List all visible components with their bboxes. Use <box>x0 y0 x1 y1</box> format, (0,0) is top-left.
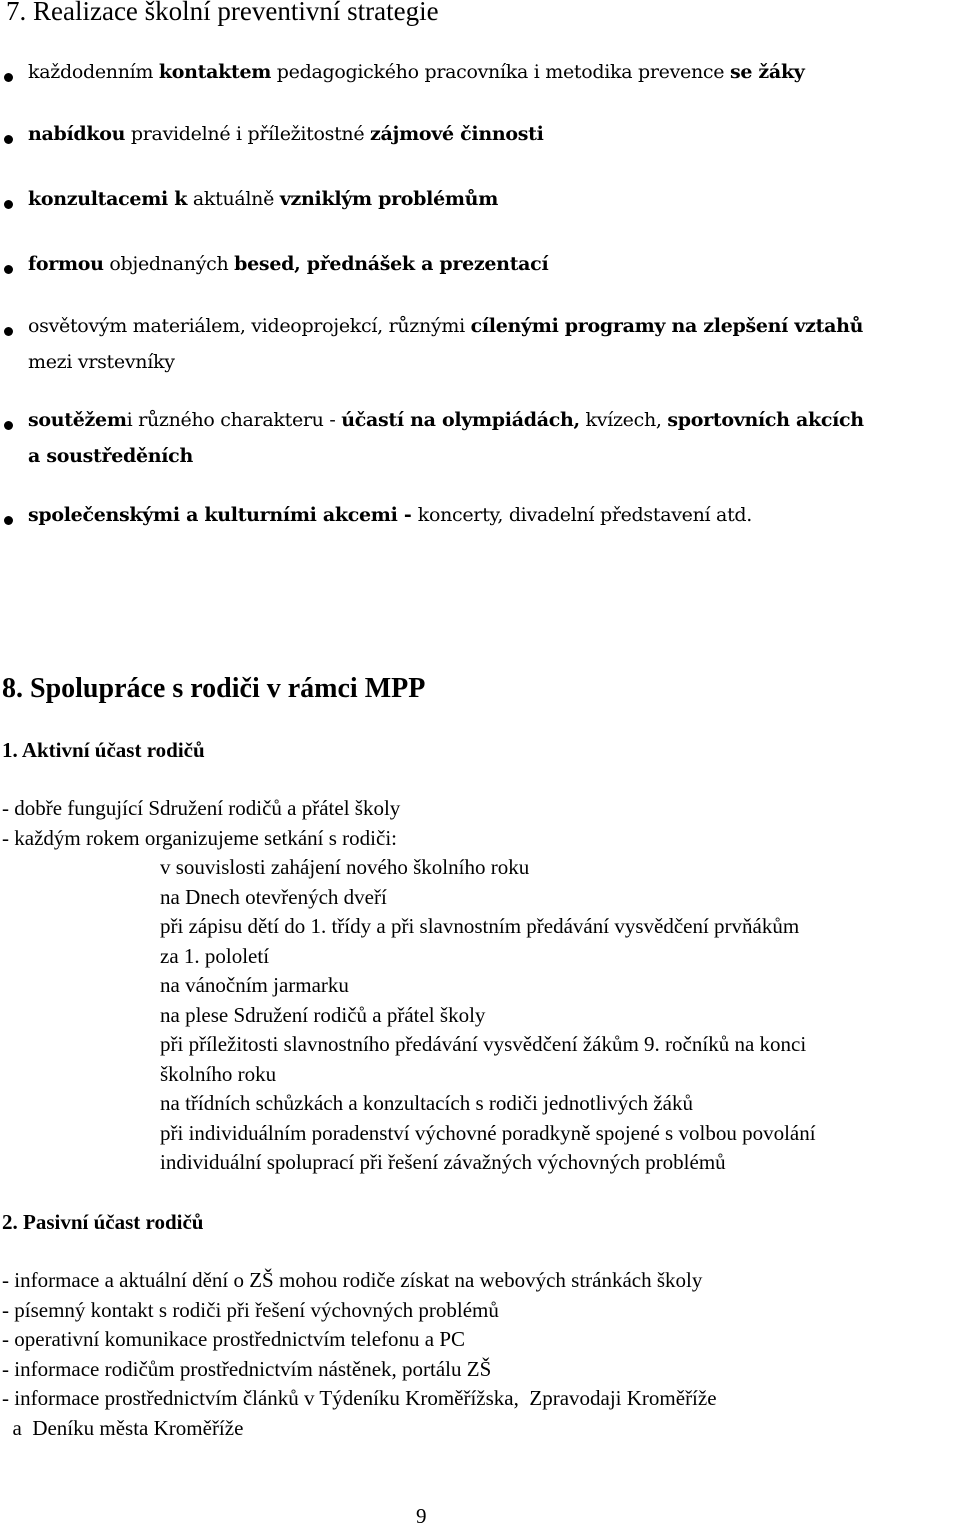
bullet-dot-icon <box>4 516 13 525</box>
bullet-dot-icon <box>4 73 13 82</box>
passive-dash-line: a Deníku města Kroměříže <box>2 1415 244 1440</box>
passive-participation-heading: 2. Pasivní účast rodičů <box>2 1210 204 1234</box>
bullet-item-line <box>28 60 805 84</box>
plain-text: i různého charakteru - <box>126 409 342 431</box>
bullet-item-line <box>28 187 498 211</box>
plain-text: pravidelné i příležitostné <box>125 123 371 145</box>
plain-text: objednaných <box>103 253 235 275</box>
emphasis-text: soutěžem <box>28 409 127 431</box>
emphasis-text: společenskými a kulturními akcemi - <box>28 504 418 526</box>
meeting-occasion-line: v souvislosti zahájení nového školního roku <box>160 855 530 879</box>
meeting-occasion-line: na Dnech otevřených dveří <box>160 884 387 909</box>
active-dash-line: - dobře fungující Sdružení rodičů a přátel školy <box>2 796 401 820</box>
plain-text: koncerty, divadelní představení atd. <box>417 504 753 526</box>
meeting-occasion-line: školního roku <box>160 1061 277 1086</box>
emphasis-text: nabídkou <box>28 123 126 145</box>
section-8-heading: 8. Spolupráce s rodiči v rámci MPP <box>2 673 426 704</box>
bullet-dot-icon <box>4 327 13 336</box>
emphasis-text: formou <box>28 253 104 275</box>
bullet-dot-icon <box>4 135 13 144</box>
bullet-item-line <box>28 503 752 527</box>
passive-dash-line: - informace rodičům prostřednictvím nástěnek, portálu ZŠ <box>2 1356 492 1381</box>
emphasis-text: vzniklým problémům <box>279 188 498 210</box>
meeting-occasion-line: individuální spoluprací při řešení závažných výchovných problémů <box>160 1150 726 1174</box>
plain-text: osvětovým materiálem, videoprojekcí, různými <box>28 315 471 337</box>
emphasis-text: účastí na olympiádách, <box>341 409 580 431</box>
meeting-occasion-line: na třídních schůzkách a konzultacích s rodiči jednotlivých žáků <box>160 1091 693 1115</box>
bullet-dot-icon <box>4 265 13 274</box>
plain-text: každodenním <box>28 61 159 83</box>
emphasis-text: cílenými programy na zlepšení vztahů <box>470 315 864 337</box>
meeting-occasion-line: na plese Sdružení rodičů a přátel školy <box>160 1002 486 1027</box>
meeting-occasion-line: při zápisu dětí do 1. třídy a při slavnostním předávání vysvědčení prvňákům <box>160 914 800 938</box>
bullet-item-line <box>28 350 175 374</box>
passive-dash-line: - informace prostřednictvím článků v Týdeníku Kroměřížska, Zpravodaji Kroměříže <box>2 1386 717 1410</box>
bullet-dot-icon <box>4 200 13 209</box>
bullet-item-line <box>28 252 548 276</box>
passive-dash-line: - informace a aktuální dění o ZŠ mohou rodiče získat na webových stránkách školy <box>2 1268 703 1292</box>
bullet-item-line <box>28 444 193 468</box>
emphasis-text: konzultacemi k <box>28 188 188 210</box>
plain-text: pedagogického pracovníka i metodika prevence <box>271 61 730 83</box>
emphasis-text: sportovních akcích <box>667 409 864 431</box>
bullet-item-line <box>28 408 864 432</box>
bullet-item-line <box>28 314 863 338</box>
page-number: 9 <box>416 1504 427 1528</box>
bullet-dot-icon <box>4 421 13 430</box>
section-7-heading: 7. Realizace školní preventivní strategie <box>6 0 439 26</box>
bullet-item-line <box>28 122 544 146</box>
passive-dash-line: - písemný kontakt s rodiči při řešení výchovných problémů <box>2 1297 499 1322</box>
emphasis-text: kontaktem <box>158 61 272 83</box>
plain-text: aktuálně <box>187 188 280 210</box>
active-dash-line: - každým rokem organizujeme setkání s rodiči: <box>2 825 397 850</box>
emphasis-text: a soustředěních <box>28 445 193 467</box>
emphasis-text: zájmové činnosti <box>370 123 544 145</box>
plain-text: kvízech, <box>579 409 668 431</box>
plain-text: mezi vrstevníky <box>28 351 175 373</box>
active-participation-heading: 1. Aktivní účast rodičů <box>2 738 205 762</box>
meeting-occasion-line: při individuálním poradenství výchovné poradkyně spojené s volbou povolání <box>160 1120 816 1145</box>
meeting-occasion-line: za 1. pololetí <box>160 943 270 968</box>
emphasis-text: se žáky <box>729 61 805 83</box>
meeting-occasion-line: při příležitosti slavnostního předávání vysvědčení žákům 9. ročníků na konci <box>160 1032 807 1056</box>
passive-dash-line: - operativní komunikace prostřednictvím telefonu a PC <box>2 1327 466 1351</box>
meeting-occasion-line: na vánočním jarmarku <box>160 973 349 997</box>
emphasis-text: besed, přednášek a prezentací <box>234 253 549 275</box>
